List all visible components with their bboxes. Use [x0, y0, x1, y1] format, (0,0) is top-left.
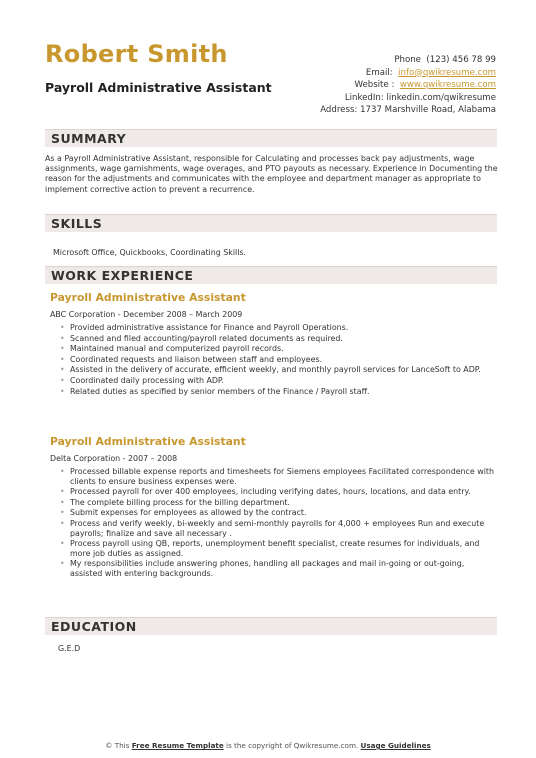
summary-text: As a Payroll Administrative Assistant, responsible for Calculating and processes back pay adjustments, wage assignments, wage garnishments, wage overages, and PTO payouts as necessary. Experience in Documenting the reason for the adjustments and communicates with the employee and department manager as appropriate to implement corrective action to prevent a recurrence.: [45, 154, 498, 194]
footer-prefix: © This: [105, 741, 130, 750]
contact-block: [320, 54, 496, 117]
contact-phone: [320, 54, 496, 67]
education-text: G.E.D: [58, 644, 81, 653]
phone-value: (123) 456 78 99: [426, 55, 496, 65]
linkedin-value: linkedin.com/qwikresume: [386, 92, 496, 103]
list-item: • The complete billing process for the billing department.: [60, 497, 290, 507]
education-section-header: [45, 617, 497, 635]
linkedin-label: LinkedIn:: [344, 92, 384, 103]
website-link[interactable]: www.qwikresume.com: [399, 80, 496, 91]
summary-title: SUMMARY: [51, 131, 127, 146]
candidate-job-title: Payroll Administrative Assistant: [45, 80, 272, 95]
address-value: 1737 Marshville Road, Alabama: [360, 105, 496, 116]
list-item: • Processed billable expense reports and timesheets for Siemens employees Facilitated correspondence with clients to ensure business expenses were.: [60, 467, 494, 486]
usage-guidelines-link[interactable]: Usage Guidelines: [360, 741, 431, 750]
contact-website: [320, 79, 496, 92]
job-1-company: ABC Corporation - December 2008 – March 2009: [50, 310, 243, 319]
skills-text: Microsoft Office, Quickbooks, Coordinating Skills.: [53, 248, 247, 257]
email-label: Email:: [365, 67, 393, 78]
candidate-name: Robert Smith: [45, 40, 228, 68]
list-item: • Process and verify weekly, bi-weekly and semi-monthly payrolls for 4,000 + employees Run and execute payrolls; finalize and save all necessary .: [60, 518, 485, 538]
list-item: • Coordinated requests and liaison between staff and employees.: [60, 354, 323, 364]
skills-section-header: [45, 214, 497, 232]
job-1-bullets: [58, 323, 498, 397]
footer-middle: is the copyright of Qwikresume.com.: [226, 741, 359, 750]
list-item: • Related duties as specified by senior members of the Finance / Payroll staff.: [60, 386, 370, 396]
contact-linkedin: [320, 92, 496, 105]
list-item: • Submit expenses for employees as allowed by the contract.: [60, 508, 307, 518]
list-item: • My responsibilities include answering phones, handling all packages and mail in-going or out-going, assisted with entering backgrounds.: [60, 559, 465, 578]
phone-label: Phone: [394, 55, 421, 65]
experience-section-header: [45, 266, 497, 284]
contact-email: [320, 67, 496, 80]
list-item: • Assisted in the delivery of accurate, efficient weekly, and monthly payroll services for LanceSoft to ADP.: [60, 365, 481, 375]
job-2-company: Delta Corporation - 2007 – 2008: [50, 454, 178, 463]
list-item: • Maintained manual and computerized payroll records.: [60, 344, 284, 354]
list-item: • Coordinated daily processing with ADP.: [60, 375, 224, 385]
email-link[interactable]: info@qwikresume.com: [398, 67, 496, 78]
footer: [0, 741, 536, 750]
website-label: Website :: [354, 80, 395, 91]
job-2-title: Payroll Administrative Assistant: [50, 435, 246, 448]
list-item: • Process payroll using QB, reports, unemployment benefit specialist, create resumes for individuals, and more job duties as assigned.: [60, 539, 480, 558]
job-1-title: Payroll Administrative Assistant: [50, 291, 246, 304]
list-item: • Provided administrative assistance for Finance and Payroll Operations.: [60, 323, 349, 332]
skills-title: SKILLS: [51, 216, 103, 231]
list-item: • Processed payroll for over 400 employees, including verifying dates, hours, locations, and data entry.: [60, 487, 471, 497]
list-item: • Scanned and filed accounting/payroll related documents as required.: [60, 333, 343, 343]
summary-section-header: [45, 129, 497, 147]
contact-address: [320, 104, 496, 117]
education-title: EDUCATION: [51, 619, 137, 634]
free-resume-template-link[interactable]: Free Resume Template: [131, 741, 224, 750]
experience-title: WORK EXPERIENCE: [51, 268, 194, 283]
job-2-bullets: [58, 467, 498, 580]
address-label: Address:: [320, 105, 358, 116]
